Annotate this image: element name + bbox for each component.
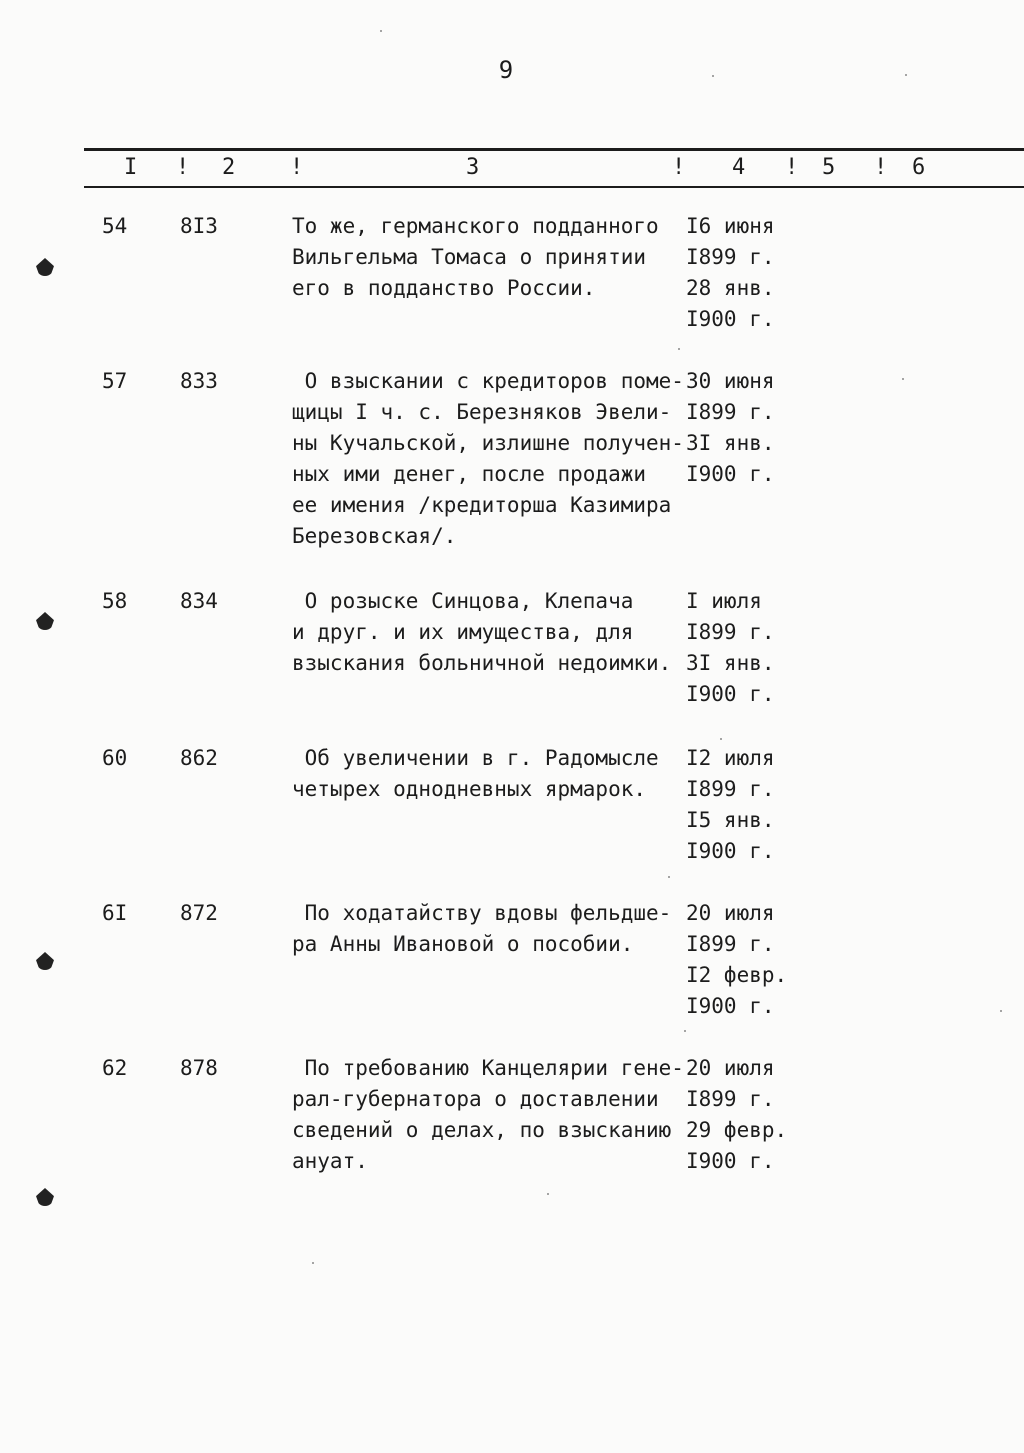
description-line: По требованию Канцелярии гене- bbox=[292, 1056, 684, 1080]
scan-speck bbox=[712, 75, 714, 77]
header-col-4: 4 bbox=[732, 155, 746, 180]
scan-speck bbox=[678, 348, 680, 350]
header-separator: ! bbox=[785, 155, 799, 180]
description-line: О розыске Синцова, Клепача bbox=[292, 589, 634, 613]
entry-dates bbox=[686, 898, 806, 1022]
description-line: По ходатайству вдовы фельдше- bbox=[292, 901, 672, 925]
entry-description bbox=[292, 586, 687, 679]
description-line: ра Анны Ивановой о пособии. bbox=[292, 932, 634, 956]
date-line: 3I янв. bbox=[686, 651, 775, 675]
entry-description bbox=[292, 743, 687, 805]
date-line: 29 февр. bbox=[686, 1118, 788, 1142]
header-col-6: 6 bbox=[912, 155, 926, 180]
file-number: 872 bbox=[180, 901, 218, 925]
entry-dates bbox=[686, 211, 806, 335]
date-line: I899 г. bbox=[686, 932, 775, 956]
date-line: I899 г. bbox=[686, 400, 775, 424]
date-line: I5 янв. bbox=[686, 808, 775, 832]
file-number: 8I3 bbox=[180, 214, 218, 238]
description-line: рал-губернатора о доставлении bbox=[292, 1087, 659, 1111]
punch-hole-mark bbox=[36, 612, 54, 630]
punch-hole-mark bbox=[36, 258, 54, 276]
entry-dates bbox=[686, 366, 806, 490]
description-line: взыскания больничной недоимки. bbox=[292, 651, 672, 675]
scan-speck bbox=[1000, 1010, 1002, 1012]
date-line: 30 июня bbox=[686, 369, 775, 393]
description-line: Об увеличении в г. Радомысле bbox=[292, 746, 659, 770]
date-line: 3I янв. bbox=[686, 431, 775, 455]
description-line: Вильгельма Томаса о принятии bbox=[292, 245, 647, 269]
entry-dates bbox=[686, 586, 806, 710]
date-line: I2 февр. bbox=[686, 963, 788, 987]
scan-speck bbox=[668, 876, 670, 878]
date-line: I900 г. bbox=[686, 1149, 775, 1173]
header-col-1: I bbox=[124, 155, 138, 180]
date-line: I899 г. bbox=[686, 777, 775, 801]
date-line: I2 июля bbox=[686, 746, 775, 770]
entry-dates bbox=[686, 1053, 806, 1177]
description-line: четырех однодневных ярмарок. bbox=[292, 777, 647, 801]
entry-dates bbox=[686, 743, 806, 867]
table-header-top-rule bbox=[84, 148, 1024, 151]
scan-speck bbox=[547, 1193, 549, 1195]
header-col-5: 5 bbox=[822, 155, 836, 180]
file-number: 833 bbox=[180, 369, 218, 393]
entry-number: 6I bbox=[102, 901, 128, 925]
header-separator: ! bbox=[176, 155, 190, 180]
description-line: его в подданство России. bbox=[292, 276, 596, 300]
description-line: щицы I ч. с. Березняков Эвели- bbox=[292, 400, 672, 424]
table-header-bottom-rule bbox=[84, 186, 1024, 188]
scan-speck bbox=[380, 30, 382, 32]
entry-number: 58 bbox=[102, 589, 128, 613]
entry-description bbox=[292, 211, 687, 304]
scan-speck bbox=[902, 378, 904, 380]
scan-speck bbox=[312, 1262, 314, 1264]
header-col-3: 3 bbox=[466, 155, 480, 180]
page-number: 9 bbox=[498, 56, 514, 84]
file-number: 878 bbox=[180, 1056, 218, 1080]
entry-number: 60 bbox=[102, 746, 128, 770]
description-line: То же, германского подданного bbox=[292, 214, 659, 238]
punch-hole-mark bbox=[36, 1188, 54, 1206]
description-line: О взыскании с кредиторов поме- bbox=[292, 369, 684, 393]
date-line: I899 г. bbox=[686, 245, 775, 269]
date-line: I6 июня bbox=[686, 214, 775, 238]
scan-speck bbox=[905, 74, 907, 76]
file-number: 834 bbox=[180, 589, 218, 613]
entry-number: 57 bbox=[102, 369, 128, 393]
date-line: 20 июля bbox=[686, 1056, 775, 1080]
header-separator: ! bbox=[874, 155, 888, 180]
entry-number: 54 bbox=[102, 214, 128, 238]
file-number: 862 bbox=[180, 746, 218, 770]
date-line: I900 г. bbox=[686, 682, 775, 706]
date-line: I900 г. bbox=[686, 839, 775, 863]
date-line: I899 г. bbox=[686, 620, 775, 644]
description-line: ануат. bbox=[292, 1149, 368, 1173]
header-separator: ! bbox=[672, 155, 686, 180]
scan-speck bbox=[720, 738, 722, 740]
entry-description bbox=[292, 898, 687, 960]
description-line: сведений о делах, по взысканию bbox=[292, 1118, 672, 1142]
scan-speck bbox=[684, 1030, 686, 1032]
header-separator: ! bbox=[290, 155, 304, 180]
header-col-2: 2 bbox=[222, 155, 236, 180]
entry-description bbox=[292, 366, 687, 552]
date-line: I900 г. bbox=[686, 994, 775, 1018]
punch-hole-mark bbox=[36, 952, 54, 970]
date-line: 28 янв. bbox=[686, 276, 775, 300]
description-line: ее имения /кредиторша Казимира bbox=[292, 493, 672, 517]
entry-number: 62 bbox=[102, 1056, 128, 1080]
date-line: I900 г. bbox=[686, 307, 775, 331]
entry-description bbox=[292, 1053, 687, 1177]
description-line: ных ими денег, после продажи bbox=[292, 462, 647, 486]
date-line: I июля bbox=[686, 589, 762, 613]
date-line: 20 июля bbox=[686, 901, 775, 925]
description-line: ны Кучальской, излишне получен- bbox=[292, 431, 684, 455]
description-line: и друг. и их имущества, для bbox=[292, 620, 634, 644]
date-line: I900 г. bbox=[686, 462, 775, 486]
date-line: I899 г. bbox=[686, 1087, 775, 1111]
description-line: Березовская/. bbox=[292, 524, 457, 548]
